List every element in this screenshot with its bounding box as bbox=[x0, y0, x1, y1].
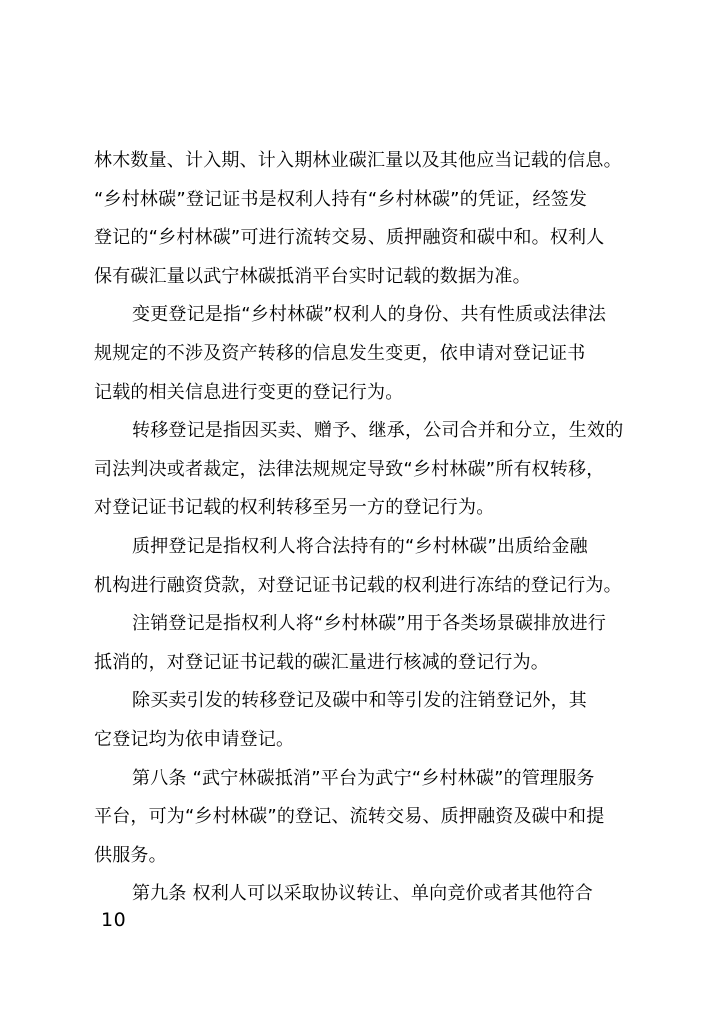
body-text bbox=[94, 142, 654, 914]
text-line: 注销登记是指权利人将“乡村林碳”用于各类场景碳排放进行 bbox=[132, 613, 607, 635]
text-line: 除买卖引发的转移登记及碳中和等引发的注销登记外，其 bbox=[132, 690, 587, 712]
text-line: 对登记证书记载的权利转移至另一方的登记行为。 bbox=[94, 497, 495, 519]
text-line: “乡村林碳”登记证书是权利人持有“乡村林碳”的凭证，经签发 bbox=[94, 188, 588, 210]
text-line: 机构进行融资贷款，对登记证书记载的权利进行冻结的登记行为。 bbox=[94, 574, 622, 596]
text-line: 规规定的不涉及资产转移的信息发生变更，依申请对登记证书 bbox=[94, 342, 586, 364]
text-line: 质押登记是指权利人将合法持有的“乡村林碳”出质给金融 bbox=[132, 535, 588, 557]
text-line: 记载的相关信息进行变更的登记行为。 bbox=[94, 381, 404, 403]
text-line: 司法判决或者裁定，法律法规规定导致“乡村林碳”所有权转移， bbox=[94, 458, 605, 480]
text-line: 第九条 权利人可以采取协议转让、单向竞价或者其他符合 bbox=[132, 883, 593, 905]
text-line: 第八条 “武宁林碳抵消”平台为武宁“乡村林碳”的管理服务 bbox=[132, 767, 595, 789]
text-line: 抵消的，对登记证书记载的碳汇量进行核减的登记行为。 bbox=[94, 651, 549, 673]
text-line: 登记的“乡村林碳”可进行流转交易、质押融资和碳中和。权利人 bbox=[94, 227, 605, 249]
text-line: 它登记均为依申请登记。 bbox=[94, 728, 295, 750]
text-line: 林木数量、计入期、计入期林业碳汇量以及其他应当记载的信息。 bbox=[94, 150, 622, 171]
text-line: 变更登记是指“乡村林碳”权利人的身份、共有性质或法律法 bbox=[132, 304, 607, 326]
page-number: 10 bbox=[101, 909, 127, 931]
text-line: 保有碳汇量以武宁林碳抵消平台实时记载的数据为准。 bbox=[94, 265, 531, 287]
text-line: 平台，可为“乡村林碳”的登记、流转交易、质押融资及碳中和提 bbox=[94, 806, 605, 828]
text-line: 转移登记是指因买卖、赠予、继承，公司合并和分立，生效的 bbox=[132, 420, 624, 442]
text-line: 供服务。 bbox=[94, 844, 167, 866]
